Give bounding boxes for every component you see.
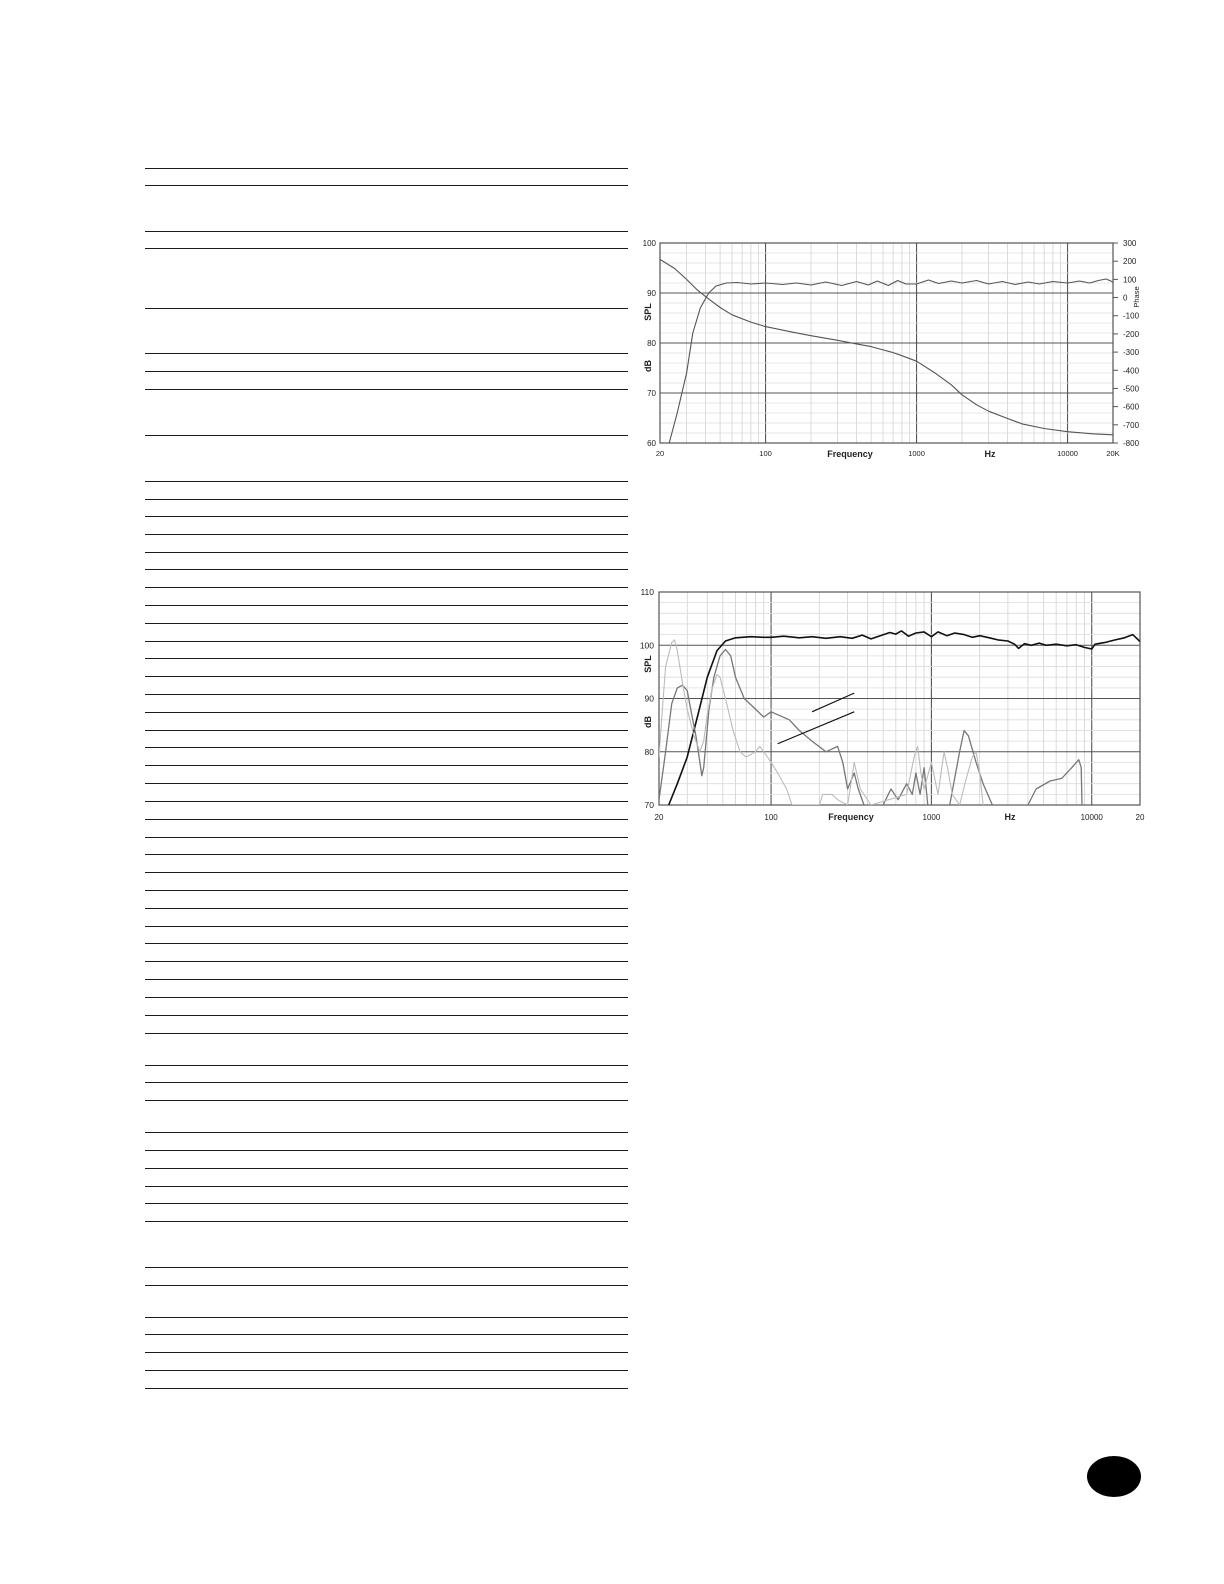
y2-tick-label: -400: [1123, 366, 1140, 376]
y-tick-label: 70: [644, 800, 654, 810]
y-axis-label-db: dB: [643, 360, 653, 372]
x-tick-label: 100: [764, 813, 778, 822]
y2-tick-label: -100: [1123, 311, 1140, 321]
x-tick-label: 10000: [1057, 449, 1078, 458]
y-tick-label: 100: [642, 239, 656, 248]
series-line-1: [669, 631, 1140, 805]
y2-tick-label: -600: [1123, 402, 1140, 412]
x-tick-label: 20: [1135, 813, 1145, 822]
y-tick-label: 80: [644, 746, 654, 757]
y-axis-label-spl: SPL: [643, 303, 653, 321]
x-axis-unit-label: Hz: [984, 449, 996, 459]
x-axis-label: Frequency: [828, 812, 874, 822]
x-tick-label: 1000: [922, 813, 941, 822]
y2-tick-label: -800: [1123, 439, 1140, 448]
y2-tick-label: -500: [1123, 384, 1140, 394]
x-tick-label: 20: [654, 813, 664, 822]
x-axis-unit-label: Hz: [1004, 812, 1016, 822]
series-group: [659, 631, 1140, 805]
y-axis-label-spl: SPL: [643, 655, 653, 673]
y2-tick-label: -700: [1123, 420, 1140, 430]
y2-tick-label: 300: [1123, 239, 1137, 248]
y-tick-label: 90: [647, 289, 656, 298]
y-tick-label: 60: [647, 439, 656, 448]
x-tick-label: 1000: [908, 449, 925, 458]
y2-axis-label: Phase: [1132, 286, 1141, 308]
y-tick-label: 80: [647, 339, 656, 348]
y2-tick-label: 100: [1123, 275, 1137, 285]
x-tick-label: 100: [759, 449, 772, 458]
page-number-badge: [1087, 1456, 1141, 1497]
y2-tick-label: -200: [1123, 329, 1140, 339]
x-tick-label: 20: [655, 449, 665, 458]
y-tick-label: 70: [647, 389, 656, 398]
callout-line-2: [778, 712, 854, 744]
y-tick-label: 100: [639, 640, 654, 651]
y-tick-label: 110: [640, 587, 654, 597]
x-tick-label: 10000: [1080, 813, 1103, 822]
y2-tick-label: -300: [1123, 348, 1140, 358]
x-axis-label: Frequency: [827, 449, 873, 459]
y-axis-label-db: dB: [643, 716, 653, 728]
x-tick-label: 20K: [1106, 449, 1120, 458]
gridlines: [659, 592, 1140, 805]
y-tick-label: 90: [644, 693, 654, 704]
y2-tick-label: 200: [1123, 257, 1137, 267]
y2-tick-label: 0: [1123, 293, 1128, 303]
